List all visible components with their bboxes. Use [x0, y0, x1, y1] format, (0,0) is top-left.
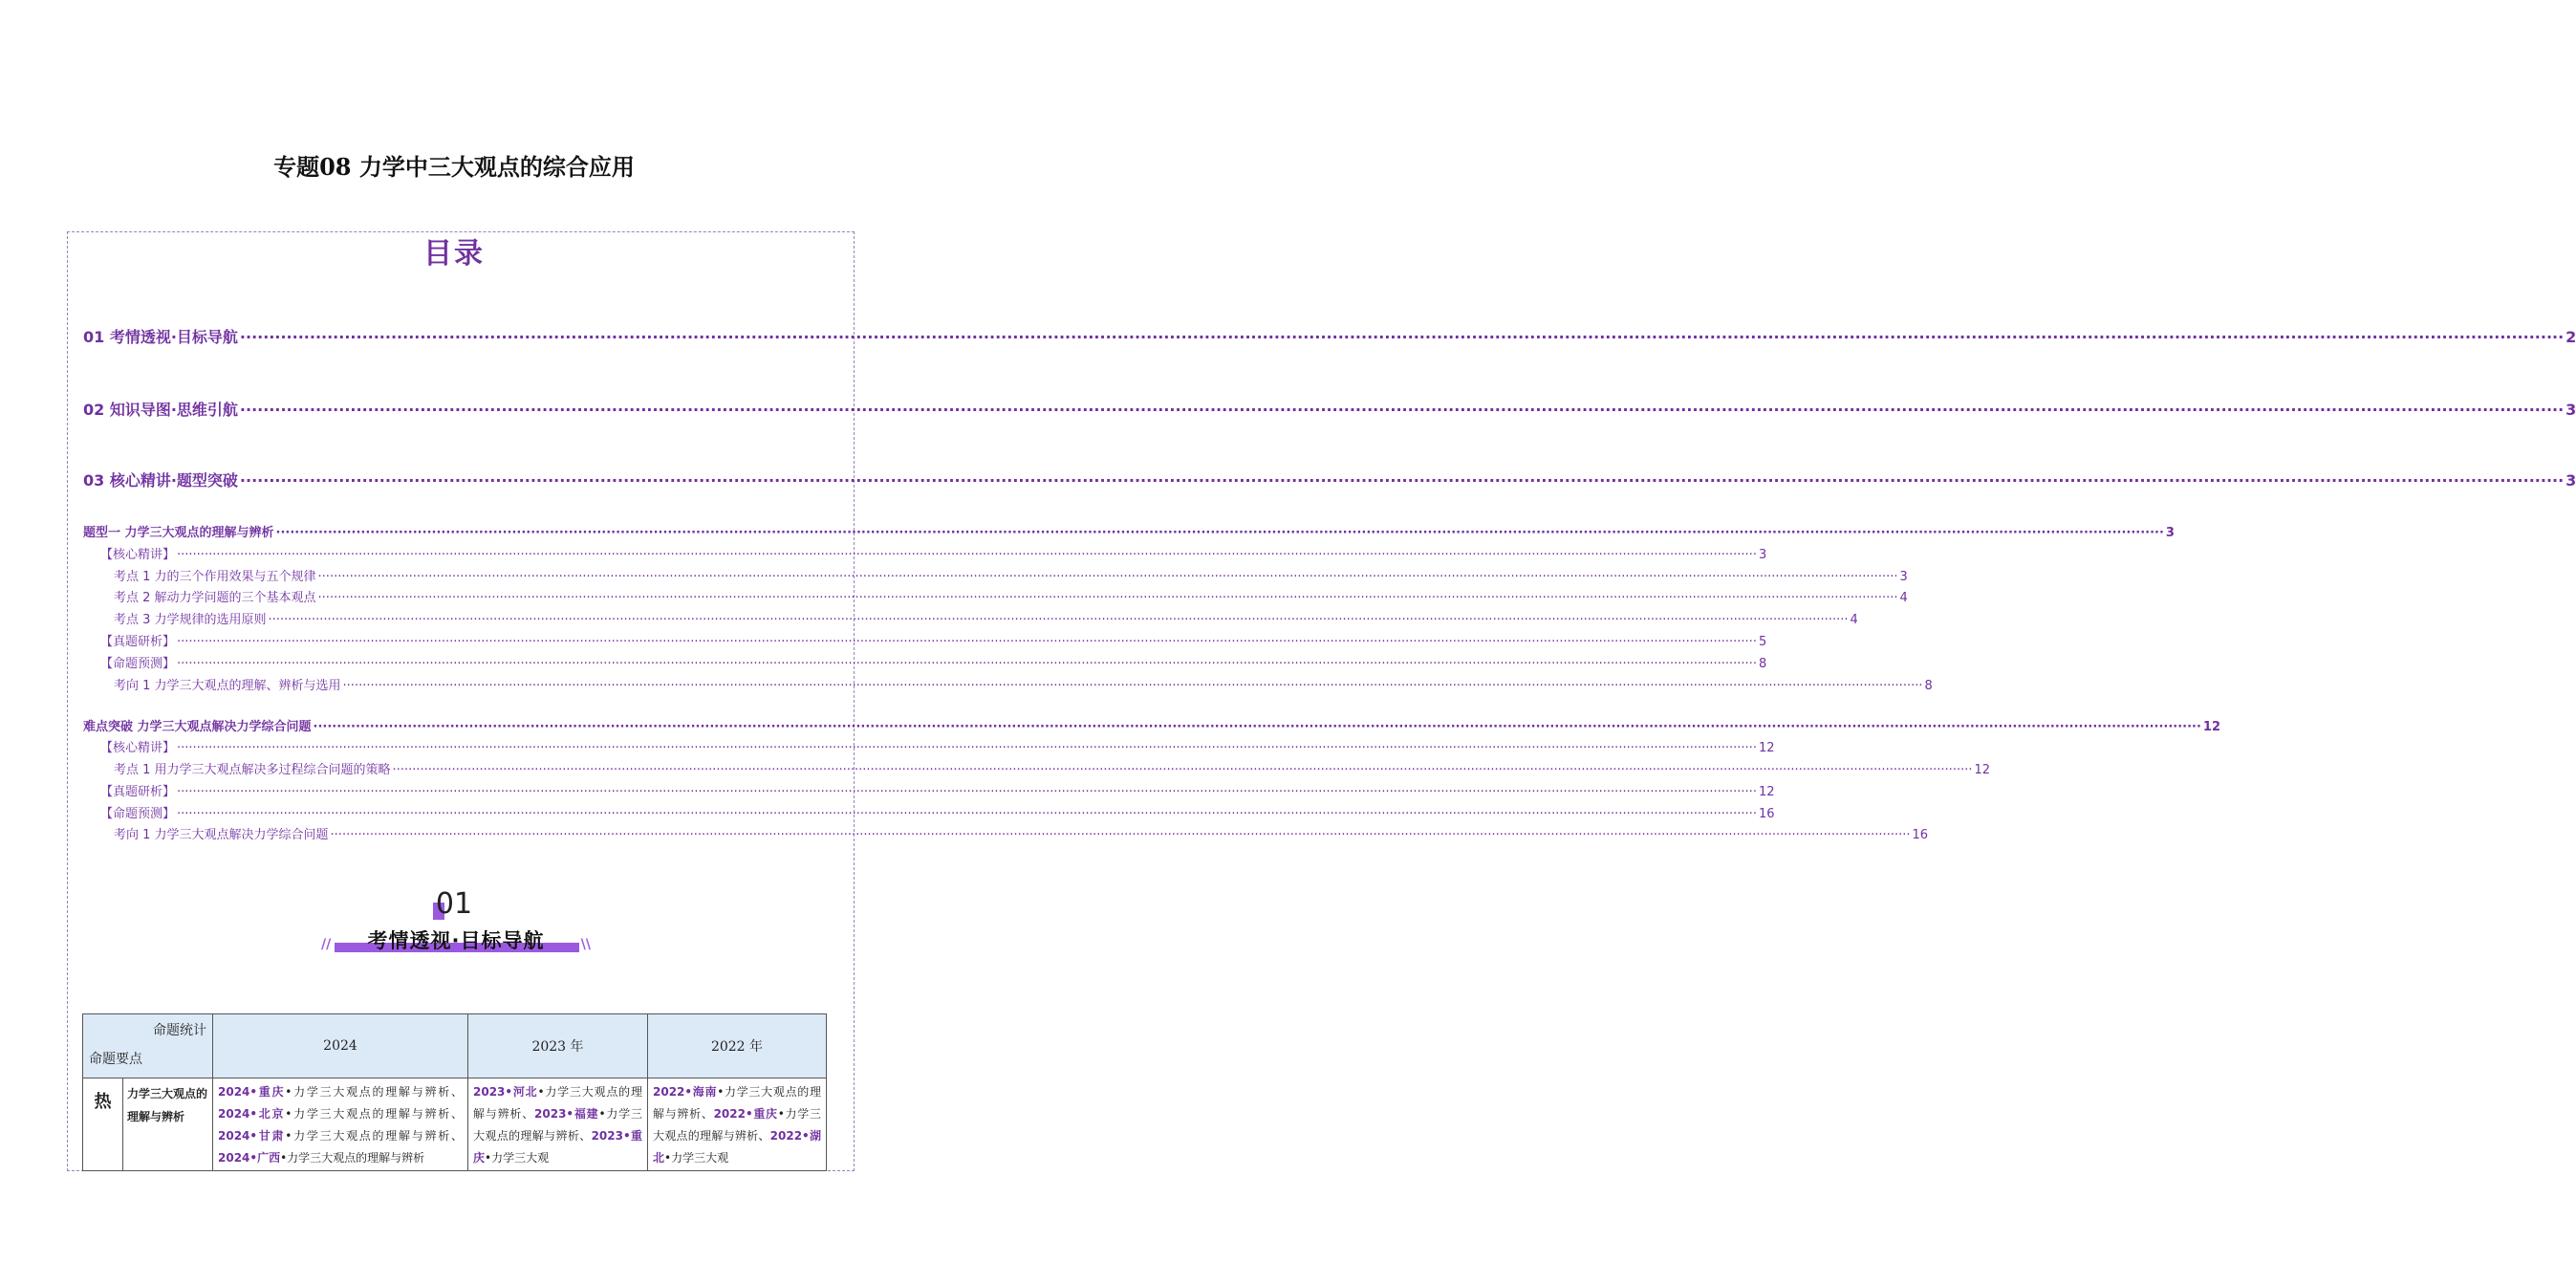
toc-entry-label: 【命题预测】 [100, 657, 176, 671]
section-number: 01 [435, 887, 473, 921]
source-tag: 2023•重庆 [473, 1129, 642, 1165]
toc-page-number: 3 [2565, 471, 2576, 490]
toc-page-number: 8 [1758, 657, 1767, 671]
toc-entry-label: 03 核心精讲·题型突破 [83, 471, 238, 490]
toc-page-number: 16 [1912, 828, 1929, 842]
year-cell [648, 1078, 827, 1171]
document-title: 专题08 力学中三大观点的综合应用 [273, 153, 635, 181]
toc-entry[interactable] [83, 544, 1767, 562]
toc-dot-leader: ················································································································································································································································································································································································································ [177, 807, 1757, 821]
source-tag: 2023•福建 [534, 1107, 599, 1121]
toc-entry[interactable] [83, 566, 1908, 584]
slash-left-decoration: // [321, 937, 332, 952]
toc-entry-label: 考点 1 用力学三大观点解决多过程综合问题的策略 [114, 763, 391, 777]
topic-cell: 力学三大观点的理解与辨析 [123, 1078, 213, 1171]
toc-dot-leader: ················································································································································································································································································································································································································ [317, 570, 1898, 584]
toc-page-number: 3 [2165, 526, 2175, 540]
toc-entry[interactable] [83, 398, 2576, 420]
source-tag: 2024•广西 [218, 1151, 281, 1165]
toc-entry[interactable] [83, 675, 1933, 693]
source-description: •力学三大观点的理解与辨析、 [653, 1107, 821, 1143]
toc-page-number: 8 [1924, 679, 1933, 693]
toc-entry[interactable] [83, 737, 1775, 755]
toc-entry[interactable] [83, 631, 1767, 649]
toc-entry-label: 题型一 力学三大观点的理解与辨析 [83, 526, 274, 540]
toc-entry[interactable] [83, 716, 2221, 734]
toc-dot-leader: ················································································································································································································································································································································································································ [239, 401, 2565, 419]
cell-content [214, 1079, 466, 1169]
toc-entry-label: 考向 1 力学三大观点解决力学综合问题 [114, 828, 329, 842]
toc-dot-leader: ················································································································································································································································································································································································································ [392, 763, 1973, 777]
source-description: •力学三大观 [485, 1151, 550, 1165]
toc-page-number: 4 [1850, 613, 1858, 627]
toc-entry[interactable] [83, 522, 2175, 540]
toc-dot-leader: ················································································································································································································································································································································································································ [268, 613, 1849, 627]
source-description: •力学三大观点的理解与辨析 [280, 1151, 425, 1165]
section-title-banner [321, 926, 591, 956]
source-description: •力学三大观点的理解与辨析、 [285, 1085, 463, 1099]
toc-entry-label: 考向 1 力学三大观点的理解、辨析与选用 [114, 679, 341, 693]
section-title: 考情透视·目标导航 [367, 929, 545, 952]
source-tag: 2022•湖北 [653, 1129, 821, 1165]
toc-entry[interactable] [83, 587, 1908, 605]
toc-entry-label: 【命题预测】 [100, 807, 176, 821]
toc-page-number: 12 [1758, 741, 1775, 755]
source-description: •力学三大观点的理解与辨析、 [285, 1129, 463, 1143]
toc-entry-label: 考点 1 力的三个作用效果与五个规律 [114, 570, 316, 584]
year-header: 2023 年 [468, 1014, 648, 1078]
exam-statistics-table [82, 1013, 827, 1171]
year-cell [468, 1078, 648, 1171]
toc-page-number: 4 [1899, 591, 1908, 605]
toc-entry[interactable] [83, 803, 1775, 821]
year-cell [213, 1078, 468, 1171]
toc-dot-leader: ················································································································································································································································································································································································································ [177, 657, 1757, 671]
toc-dot-leader: ················································································································································································································································································································································································································ [317, 591, 1898, 605]
toc-dot-leader: ················································································································································································································································································································································································································ [330, 828, 1911, 842]
corner-label-top: 命题统计 [153, 1023, 206, 1038]
toc-entry[interactable] [83, 325, 2576, 347]
toc-page-number: 12 [1974, 763, 1991, 777]
corner-label-bottom: 命题要点 [89, 1052, 142, 1067]
toc-page-number: 5 [1758, 635, 1767, 649]
toc-entry-label: 【真题研析】 [100, 635, 176, 649]
toc-entry-label: 02 知识导图·思维引航 [83, 401, 238, 419]
toc-entry[interactable] [83, 824, 1929, 842]
toc-entry-label: 【核心精讲】 [100, 741, 176, 755]
toc-entry-label: 考点 2 解动力学问题的三个基本观点 [114, 591, 316, 605]
source-tag: 2024•重庆 [218, 1085, 286, 1099]
year-header: 2024 [213, 1014, 468, 1078]
slash-right-decoration: \\ [580, 937, 591, 952]
source-tag: 2022•海南 [653, 1085, 718, 1099]
table-header-row [83, 1014, 827, 1078]
toc-page-number: 16 [1758, 807, 1775, 821]
toc-dot-leader: ················································································································································································································································································································································································································ [177, 548, 1757, 562]
toc-entry-label: 考点 3 力学规律的选用原则 [114, 613, 267, 627]
year-header: 2022 年 [648, 1014, 827, 1078]
toc-page-number: 12 [2202, 720, 2221, 734]
category-cell: 热 [83, 1078, 123, 1171]
toc-page-number: 2 [2565, 328, 2576, 346]
toc-entry[interactable] [83, 759, 1991, 777]
source-description: •力学三大观点的理解与辨析、 [285, 1107, 463, 1121]
toc-entry-label: 难点突破 力学三大观点解决力学综合问题 [83, 720, 312, 734]
source-tag: 2022•重庆 [713, 1107, 778, 1121]
toc-page-number: 3 [1899, 570, 1908, 584]
toc-dot-leader: ················································································································································································································································································································································································································ [313, 720, 2201, 734]
toc-entry[interactable] [83, 468, 2576, 490]
table-row [83, 1078, 827, 1171]
cell-content [649, 1079, 825, 1169]
toc-dot-leader: ················································································································································································································································································································································································································ [177, 741, 1757, 755]
toc-dot-leader: ················································································································································································································································································································································································································ [275, 526, 2164, 540]
toc-entry-label: 【核心精讲】 [100, 548, 176, 562]
source-tag: 2024•北京 [218, 1107, 286, 1121]
toc-dot-leader: ················································································································································································································································································································································································································ [177, 785, 1757, 799]
toc-page-number: 12 [1758, 785, 1775, 799]
toc-entry[interactable] [83, 781, 1775, 799]
toc-entry[interactable] [83, 609, 1858, 627]
source-description: •力学三大观点的理解与辨析、 [653, 1085, 821, 1121]
table-corner-cell [83, 1014, 213, 1078]
toc-page-number: 3 [1758, 548, 1767, 562]
source-tag: 2024•甘肃 [218, 1129, 286, 1143]
toc-entry-label: 【真题研析】 [100, 785, 176, 799]
toc-heading: 目录 [423, 237, 485, 271]
source-tag: 2023•河北 [473, 1085, 538, 1099]
toc-page-number: 3 [2565, 401, 2576, 419]
toc-dot-leader: ················································································································································································································································································································································································································ [239, 328, 2565, 346]
toc-entry[interactable] [83, 653, 1767, 671]
source-description: •力学三大观点的理解与辨析、 [473, 1107, 642, 1143]
source-description: •力学三大观 [664, 1151, 729, 1165]
source-description: •力学三大观点的理解与辨析、 [473, 1085, 642, 1121]
toc-dot-leader: ················································································································································································································································································································································································································ [177, 635, 1757, 649]
toc-dot-leader: ················································································································································································································································································································································································································ [239, 471, 2565, 490]
toc-dot-leader: ················································································································································································································································································································································································································ [342, 679, 1923, 693]
cell-content [469, 1079, 646, 1169]
toc-entry-label: 01 考情透视·目标导航 [83, 328, 238, 346]
